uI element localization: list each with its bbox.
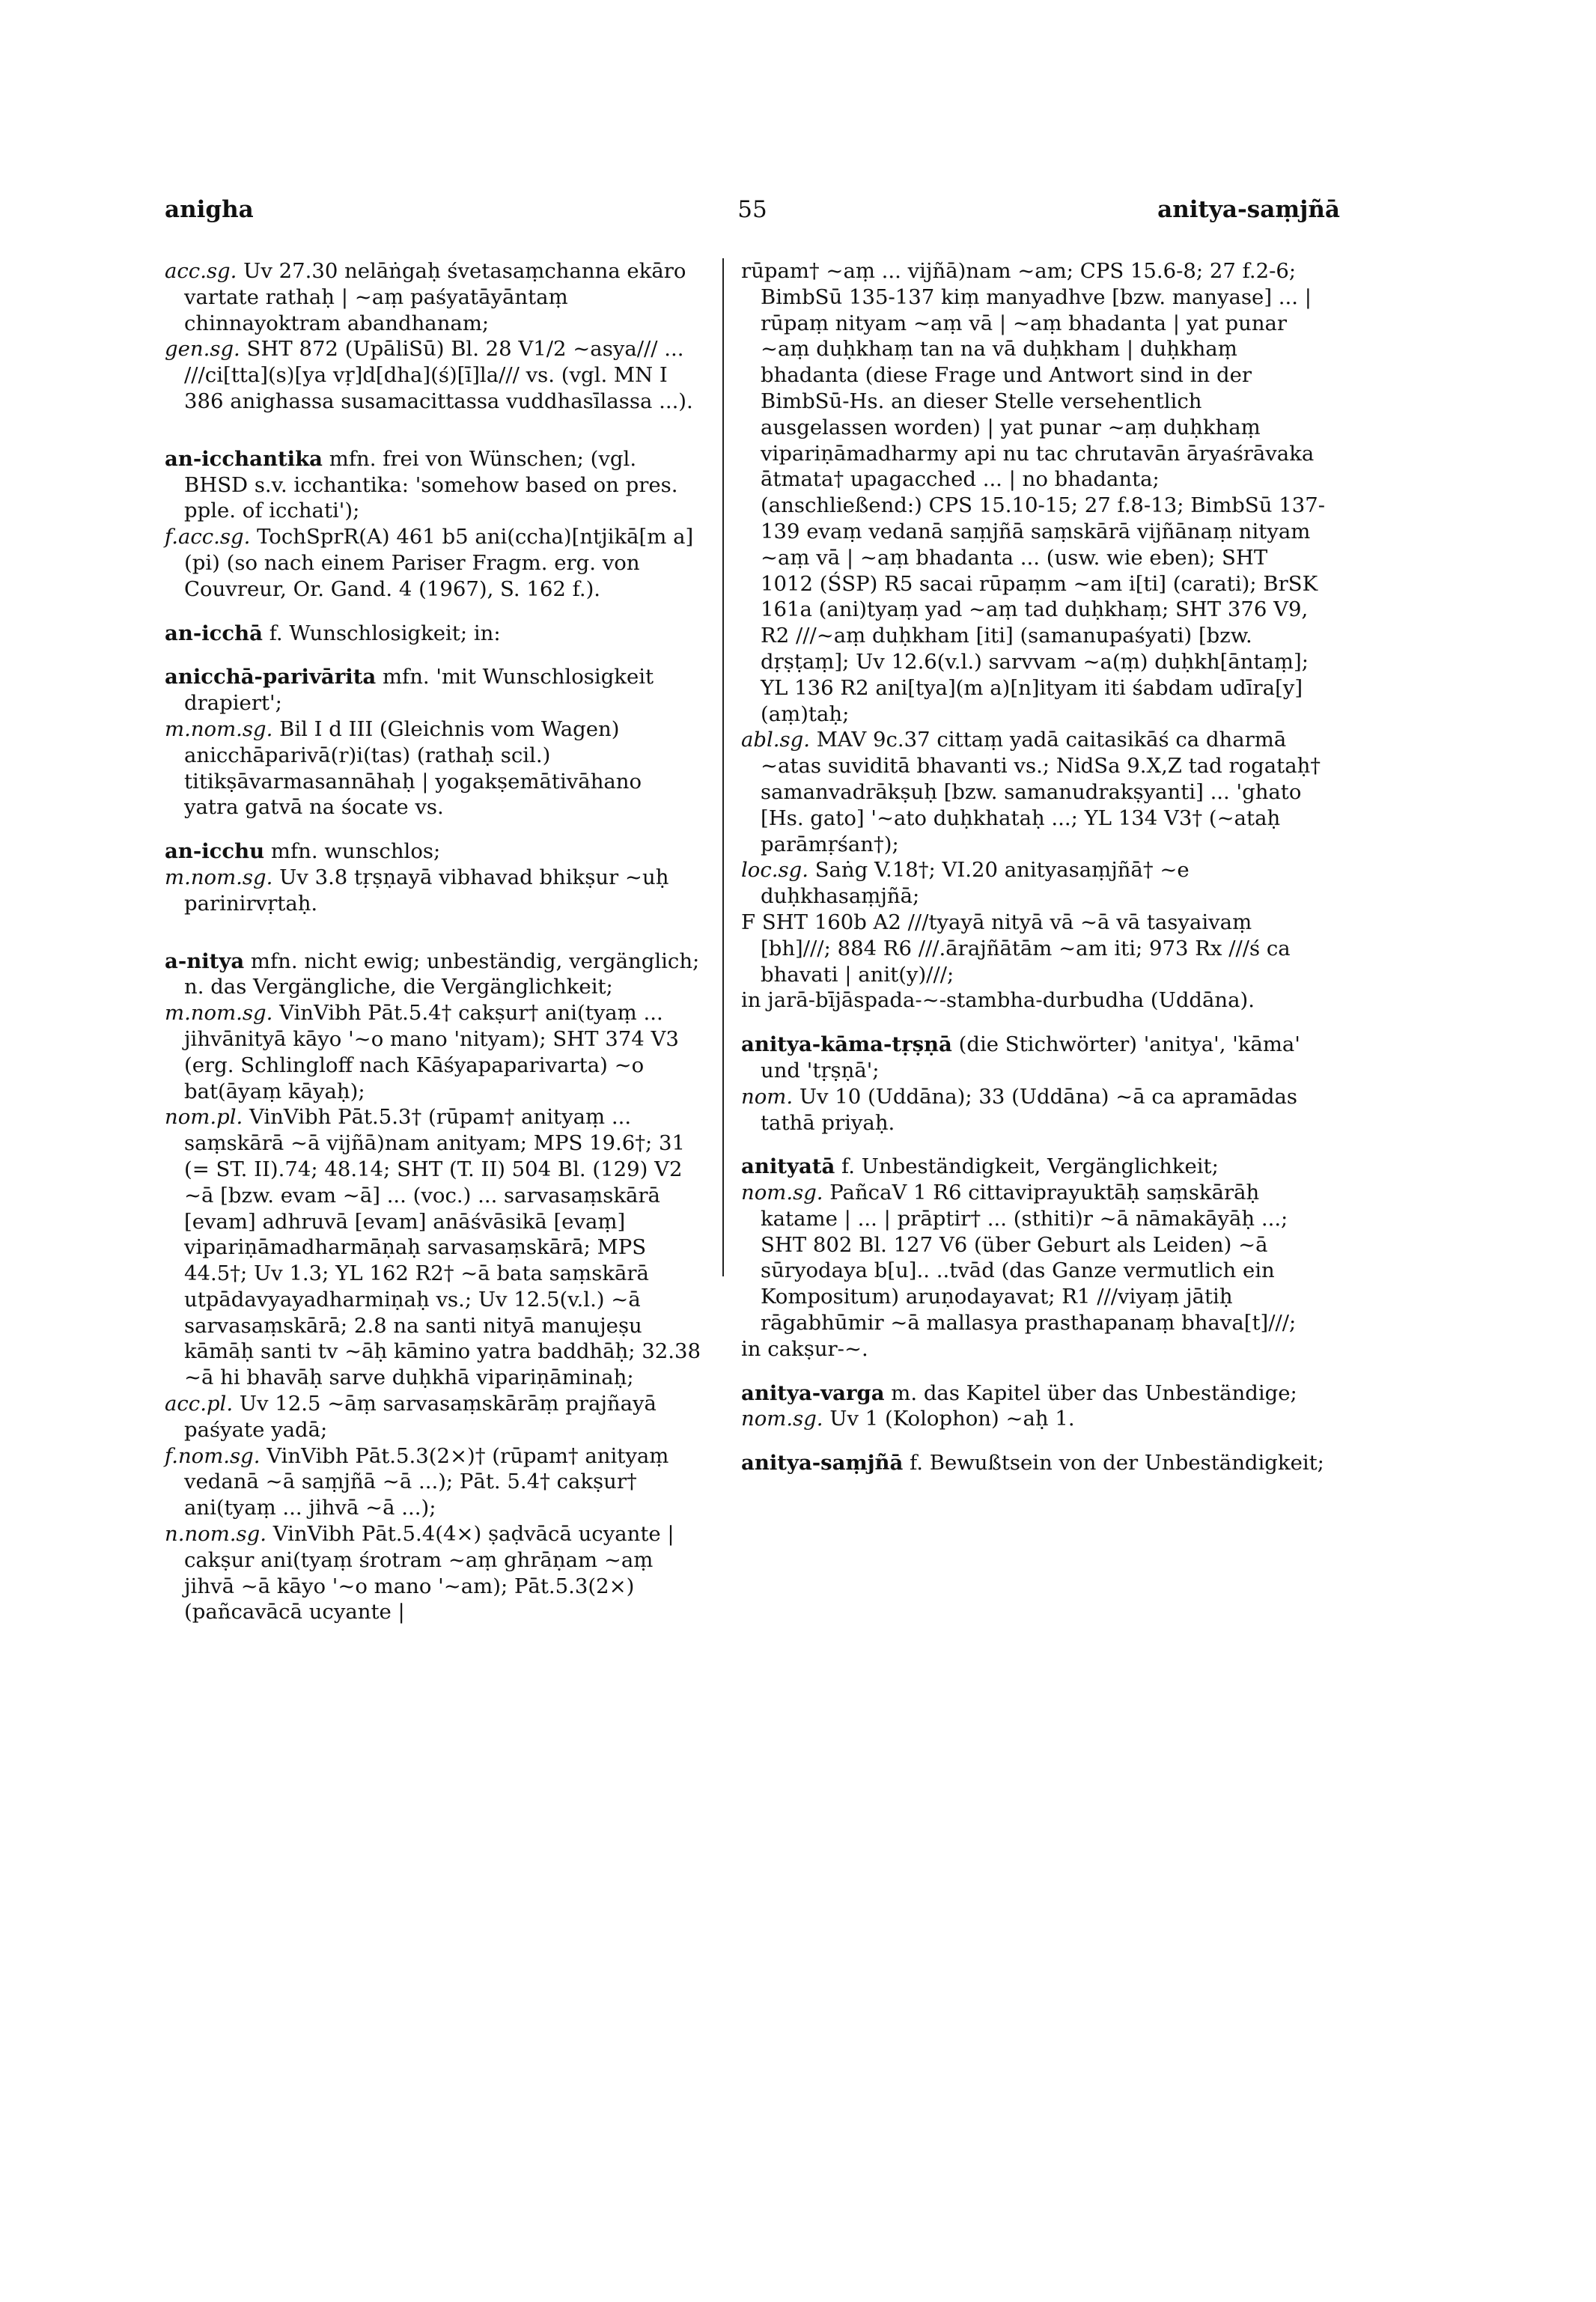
entry-text: TochSprR(A) 461 b5 ani(ccha)[ntjikā[m a](pi) (so nach einem Pariser Fragm. erg. von Couvreur, Or. Gand. 4 (1967), S. 162 f.). bbox=[184, 525, 694, 601]
dictionary-entry bbox=[741, 1450, 1325, 1476]
entry-line bbox=[741, 258, 1325, 727]
entry-text: mfn. nicht ewig; unbeständig, vergänglich; n. das Vergängliche, die Vergänglichkeit; bbox=[184, 948, 700, 999]
entry-text: mfn. 'mit Wunschlosigkeit drapiert'; bbox=[184, 665, 654, 716]
dictionary-entry bbox=[741, 1154, 1325, 1180]
entry-line bbox=[165, 716, 702, 820]
headword: a-nitya bbox=[165, 948, 245, 973]
headword: an-icchā bbox=[165, 621, 263, 645]
grammar-label: m.nom.sg. bbox=[165, 865, 273, 889]
entry-line bbox=[165, 865, 702, 917]
dictionary-entry bbox=[165, 948, 702, 1001]
entry-line bbox=[165, 1391, 702, 1443]
grammar-label: f.acc.sg. bbox=[165, 525, 251, 549]
grammar-label: nom.pl. bbox=[165, 1105, 243, 1130]
entry-line bbox=[741, 1406, 1325, 1432]
right-column bbox=[741, 258, 1325, 1476]
page-number: 55 bbox=[737, 196, 767, 223]
grammar-label: nom. bbox=[741, 1084, 794, 1109]
grammar-label: nom.sg. bbox=[741, 1407, 823, 1431]
entry-text: F SHT 160b A2 ///tyayā nityā vā ~ā vā tasyaivaṃ [bh]///; 884 R6 ///.ārajñātām ~am iti; 973 Rx ///ś ca bhavati | anit(y)///; bbox=[741, 910, 1291, 987]
grammar-label: m.nom.sg. bbox=[165, 716, 273, 741]
entry-line bbox=[165, 1104, 702, 1391]
entry-line bbox=[165, 258, 702, 336]
entry-text: Uv 12.5 ~āṃ sarvasaṃskārāṃ prajñayā paśyate yadā; bbox=[184, 1392, 657, 1442]
grammar-label: gen.sg. bbox=[165, 337, 240, 362]
headword: an-icchu bbox=[165, 839, 265, 864]
entry-line bbox=[741, 1084, 1325, 1136]
entry-text: mfn. frei von Wünschen; (vgl. BHSD s.v. icchantika: 'somehow based on pres. pple. of icchati'); bbox=[184, 446, 678, 523]
entry-text: PañcaV 1 R6 cittaviprayuktāḥ saṃskārāḥ katame | ... | prāptir† ... (sthiti)r ~ā nāmakāyāḥ ...; SHT 802 Bl. 127 V6 (über Geburt als Leiden) ~ā sūryodaya b[u].. ..tvād (das Ganze vermutlich ein Kompositum) aruṇodayavat; R1 ///viyaṃ jātiḥ rāgabhūmir ~ā mallasya prasthapanaṃ bhava[t]///; bbox=[761, 1181, 1297, 1336]
entry-text: mfn. wunschlos; bbox=[264, 839, 441, 864]
dictionary-entry bbox=[165, 446, 702, 524]
dictionary-entry bbox=[165, 838, 702, 865]
headword: anitya-varga bbox=[741, 1380, 885, 1405]
grammar-label: nom.sg. bbox=[741, 1181, 823, 1205]
grammar-label: loc.sg. bbox=[741, 858, 808, 883]
entry-text: Uv 27.30 nelāṅgaḥ śvetasaṃchanna ekāro vartate rathaḥ | ~aṃ paśyatāyāntaṃ chinnayoktram abandhanam; bbox=[184, 259, 686, 335]
entry-text: in cakṣur-~. bbox=[741, 1336, 868, 1361]
entry-line bbox=[165, 1443, 702, 1521]
running-header bbox=[165, 196, 1340, 234]
entry-text: VinVibh Pāt.5.4† cakṣur† ani(tyaṃ ... jihvānityā kāyo '~o mano 'nityam); SHT 374 V3 (erg. Schlingloff nach Kāśyapaparivarta) ~o bat(āyaṃ kāyaḥ); bbox=[184, 1001, 679, 1103]
header-right-guideword: anitya-saṃjñā bbox=[1157, 196, 1340, 223]
entry-text: (die Stichwörter) 'anitya', 'kāma' und 'tṛṣṇā'; bbox=[761, 1032, 1300, 1083]
entry-text: Bil I d III (Gleichnis vom Wagen) anicchāparivā(r)i(tas) (rathaḥ scil.) titikṣāvarmasannāhaḥ | yogakṣemātivāhano yatra gatvā na śocate vs. bbox=[184, 716, 642, 820]
grammar-label: acc.pl. bbox=[165, 1392, 234, 1416]
column-divider bbox=[722, 258, 724, 1276]
entry-text: rūpam† ~aṃ ... vijñā)nam ~am; CPS 15.6-8; 27 f.2-6; BimbSū 135-137 kiṃ manyadhve [bzw. manyase] ... | rūpaṃ nityam ~aṃ vā | ~aṃ bhadanta | yat punar ~aṃ duḥkhaṃ tan na vā duḥkham | duḥkhaṃ bhadanta (diese Frage und Antwort sind in der BimbSū-Hs. an dieser Stelle versehentlich ausgelassen worden) | yat punar ~aṃ duḥkhaṃ vipariṇāmadharmy api nu tac chrutavān āryaśrāvaka ātmata† upagacched ... | no bhadanta; (anschließend:) CPS 15.10-15; 27 f.8-13; BimbSū 137-139 evaṃ vedanā saṃjñā saṃskārā vijñānaṃ nityam ~aṃ vā | ~aṃ bhadanta ... (usw. wie eben); SHT 1012 (ŚSP) R5 sacai rūpaṃm ~am i[ti] (carati); BrSK 161a (ani)tyaṃ yad ~aṃ tad duḥkhaṃ; SHT 376 V9, R2 ///~aṃ duḥkham [iti] (samanupaśyati) [bzw. dṛṣṭaṃ]; Uv 12.6(v.l.) sarvvam ~a(ṃ) duḥkh[āntaṃ]; YL 136 R2 ani[tya](m a)[n]ityam iti śabdam udīra[y](aṃ)taḥ; bbox=[741, 259, 1325, 726]
grammar-label: abl.sg. bbox=[741, 728, 810, 752]
entry-text: Uv 1 (Kolophon) ~aḥ 1. bbox=[823, 1407, 1075, 1431]
entry-line bbox=[165, 1000, 702, 1104]
entry-text: Uv 10 (Uddāna); 33 (Uddāna) ~ā ca apramādas tathā priyaḥ. bbox=[761, 1084, 1298, 1135]
headword: an-icchantika bbox=[165, 446, 323, 471]
headword: anityatā bbox=[741, 1154, 835, 1179]
entry-line bbox=[741, 1336, 1325, 1362]
dictionary-entry bbox=[165, 621, 702, 647]
left-column bbox=[165, 258, 702, 1625]
entry-text: Saṅg V.18†; VI.20 anityasaṃjñā† ~e duḥkhasaṃjñā; bbox=[761, 858, 1190, 909]
entry-text: Uv 3.8 tṛṣṇayā vibhavad bhikṣur ~uḥ parinirvṛtaḥ. bbox=[184, 865, 669, 916]
entry-line bbox=[741, 857, 1325, 910]
grammar-label: n.nom.sg. bbox=[165, 1522, 266, 1547]
entry-line bbox=[165, 336, 702, 414]
grammar-label: m.nom.sg. bbox=[165, 1001, 273, 1026]
entry-text: SHT 872 (UpāliSū) Bl. 28 V1/2 ~asya/// ... ///ci[tta](s)[ya vṛ]d[dha](ś)[ī]la/// vs. (vgl. MN I 386 anighassa susamacittassa vuddhasīlassa ...). bbox=[184, 337, 693, 413]
header-left-guideword: anigha bbox=[165, 196, 254, 223]
entry-text: MAV 9c.37 cittaṃ yadā caitasikāś ca dharmā ~atas suviditā bhavanti vs.; NidSa 9.X,Z tad rogataḥ† samanvadrākṣuḥ [bzw. samanudrakṣyanti] ... 'ghato [Hs. gato] '~ato duḥkhataḥ ...; YL 134 V3† (~ataḥ parāmṛśan†); bbox=[761, 728, 1321, 856]
headword: anicchā-parivārita bbox=[165, 665, 377, 689]
entry-text: m. das Kapitel über das Unbeständige; bbox=[884, 1380, 1297, 1405]
entry-text: in jarā-bījāspada-~-stambha-durbudha (Uddāna). bbox=[741, 988, 1255, 1013]
dictionary-entry bbox=[165, 664, 702, 716]
grammar-label: f.nom.sg. bbox=[165, 1443, 261, 1468]
entry-text: VinVibh Pāt.5.3(2×)† (rūpam† anityaṃ vedanā ~ā saṃjñā ~ā ...); Pāt. 5.4† cakṣur† ani(tyaṃ ... jihvā ~ā ...); bbox=[184, 1443, 669, 1520]
entry-text: VinVibh Pāt.5.4(4×) ṣaḍvācā ucyante | cakṣur ani(tyaṃ śrotram ~aṃ ghrāṇam ~aṃ jihvā ~ā kāyo '~o mano '~am); Pāt.5.3(2×) (pañcavācā ucyante | bbox=[184, 1522, 674, 1625]
entry-text: f. Unbeständigkeit, Vergänglichkeit; bbox=[835, 1154, 1219, 1179]
entry-line bbox=[741, 910, 1325, 987]
entry-line bbox=[741, 727, 1325, 857]
entry-line bbox=[165, 1521, 702, 1625]
entry-text: f. Bewußtsein von der Unbeständigkeit; bbox=[903, 1451, 1324, 1476]
dictionary-entry bbox=[741, 1380, 1325, 1407]
entry-line bbox=[741, 987, 1325, 1014]
grammar-label: acc.sg. bbox=[165, 259, 237, 283]
entry-text: f. Wunschlosigkeit; in: bbox=[262, 621, 501, 645]
entry-line bbox=[165, 524, 702, 602]
dictionary-entry bbox=[741, 1032, 1325, 1084]
entry-line bbox=[741, 1180, 1325, 1336]
headword: anitya-saṃjñā bbox=[741, 1451, 904, 1476]
headword: anitya-kāma-tṛṣṇā bbox=[741, 1032, 952, 1057]
entry-text: VinVibh Pāt.5.3† (rūpam† anityaṃ ... saṃskārā ~ā vijñā)nam anityam; MPS 19.6†; 31 (= ST. II).74; 48.14; SHT (T. II) 504 Bl. (129) V2 ~ā [bzw. evam ~ā] ... (voc.) ... sarvasaṃskārā [evam] adhruvā [evam] anāśvāsikā [evaṃ] vipariṇāmadharmāṇaḥ sarvasaṃskārā; MPS 44.5†; Uv 1.3; YL 162 R2† ~ā bata saṃskārā utpādavyayadharmiṇaḥ vs.; Uv 12.5(v.l.) ~ā sarvasaṃskārā; 2.8 na santi nityā manujeṣu kāmāḥ santi tv ~āḥ kāmino yatra baddhāḥ; 32.38 ~ā hi bhavāḥ sarve duḥkhā vipariṇāminaḥ; bbox=[184, 1105, 701, 1390]
